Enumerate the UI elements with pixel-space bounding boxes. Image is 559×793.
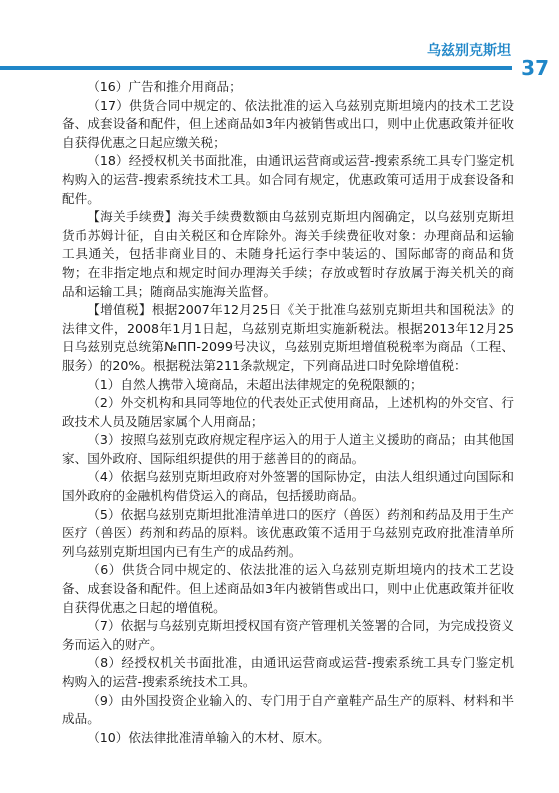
paragraph: （3）按照乌兹别克政府规定程序运入的用于人道主义援助的商品；由其他国家、国外政府、国际组织提供的用于慈善目的的商品。 xyxy=(62,432,514,466)
running-header-title: 乌兹别克斯坦 xyxy=(427,43,511,59)
paragraph: （4）依据乌兹别克斯坦政府对外签署的国际协定，由法人组织通过向国际和国外政府的金融机构借贷运入的商品，包括援助商品。 xyxy=(62,469,514,504)
paragraph: （7）依据与乌兹别克斯坦授权国有资产管理机关签署的合同，为完成投资义务而运入的财产。 xyxy=(62,618,514,652)
header-rule xyxy=(0,66,512,70)
paragraph: 【海关手续费】海关手续费数额由乌兹别克斯坦内阁确定，以乌兹别克斯坦货币苏姆计征，自由关税区和仓库除外。海关手续费征收对象：办理商品和运输工具通关，包括非商业目的、未随身托运行李中装运的、国际邮寄的商品和货物；在非指定地点和规定时间办理海关手续；存放或暂时存放属于海关机关的商品和运输工具；随商品实施海关监督。 xyxy=(62,209,514,299)
paragraph: （5）依据乌兹别克斯坦批准清单进口的医疗（兽医）药剂和药品及用于生产医疗（兽医）药剂和药品的原料。该优惠政策不适用于乌兹别克政府批准清单所列乌兹别克斯坦国内已有生产的成品药剂。 xyxy=(62,506,514,559)
paragraph: （6）供货合同中规定的、依法批准的运入乌兹别克斯坦境内的技术工艺设备、成套设备和配件。但上述商品如3年内被销售或出口，则中止优惠政策并征收自获得优惠之日起的增值税。 xyxy=(62,562,514,615)
paragraph: （9）由外国投资企业输入的、专门用于自产童鞋产品生产的原料、材料和半成品。 xyxy=(62,692,514,727)
paragraph: （10）依法律批准清单输入的木材、原木。 xyxy=(87,729,330,745)
paragraph: 【增值税】根据2007年12月25日《关于批准乌兹别克斯坦共和国税法》的法律文件，2008年1月1日起，乌兹别克斯坦实施新税法。根据2013年12月25日乌兹别克总统第№ПП-2099号决议，乌兹别克斯坦增值税税率为商品（工程、服务）的20%。根据税法第211条款规定，下列商品进口时免除增值税： xyxy=(62,302,514,373)
body-text xyxy=(62,78,514,747)
paragraph: （1）自然人携带入境商品，未超出法律规定的免税限额的； xyxy=(87,376,423,392)
page-number: 37 xyxy=(521,56,549,80)
paragraph: （2）外交机构和具同等地位的代表处正式使用商品，上述机构的外交官、行政技术人员及随居家属个人用商品； xyxy=(62,395,514,429)
paragraph: （17）供货合同中规定的、依法批准的运入乌兹别克斯坦境内的技术工艺设备、成套设备和配件，但上述商品如3年内被销售或出口，则中止优惠政策并征收自获得优惠之日起应缴关税； xyxy=(62,97,514,150)
paragraph: （8）经授权机关书面批准，由通讯运营商或运营-搜索系统工具专门鉴定机构购入的运营-搜索系统技术工具。 xyxy=(62,655,514,689)
paragraph: （18）经授权机关书面批准，由通讯运营商或运营-搜索系统工具专门鉴定机构购入的运营-搜索系统技术工具。如合同有规定，优惠政策可适用于成套设备和配件。 xyxy=(62,153,514,206)
paragraph: （16）广告和推介用商品； xyxy=(87,79,242,94)
